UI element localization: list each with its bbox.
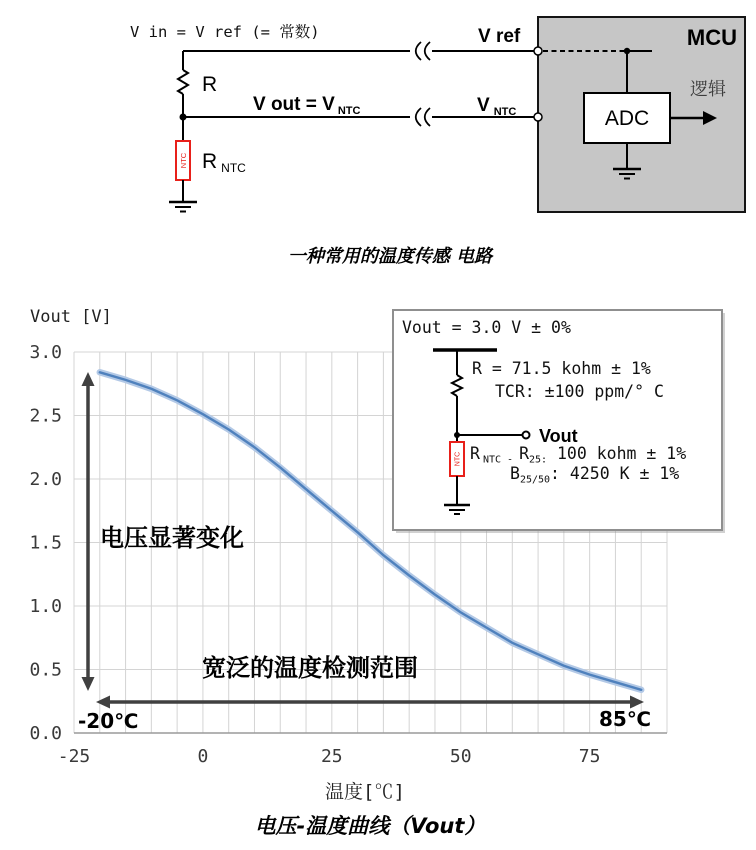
- y-axis-title: Vout [V]: [30, 307, 112, 327]
- inset-panel: [393, 310, 722, 530]
- vout-equation-main: V out = V: [253, 94, 335, 115]
- b-spec-rest: : 4250 K ± 1%: [550, 464, 680, 483]
- x-tick-label: 0: [197, 746, 209, 767]
- x-tick-label: 75: [578, 746, 601, 767]
- terminal-circle: [534, 113, 542, 121]
- inset-tcr-spec: TCR: ±100 ppm/° C: [495, 382, 664, 401]
- x-tick-label: 25: [320, 746, 343, 767]
- ntc-box-text: NTC: [179, 152, 188, 169]
- wire-break-icon: [410, 108, 432, 126]
- vout-temperature-chart: [29, 307, 725, 838]
- chart-caption: 电压-温度曲线（Vout）: [254, 814, 486, 838]
- mcu-label: MCU: [686, 25, 737, 50]
- rntc-spec-p1: R: [470, 444, 480, 463]
- y-tick-label: 2.0: [29, 469, 62, 490]
- y-tick-label: 0.5: [29, 659, 62, 681]
- circuit-caption: 一种常用的温度传感 电路: [287, 246, 493, 267]
- range-max-label: 85℃: [598, 707, 651, 731]
- inset-conditions-box: [393, 310, 725, 533]
- horizontal-range-arrow-icon: [96, 696, 644, 709]
- y-tick-label: 1.0: [29, 596, 62, 617]
- ntc-box-text: NTC: [454, 451, 462, 467]
- inset-r-spec: R = 71.5 kohm ± 1%: [472, 359, 651, 378]
- x-tick-label: -25: [57, 746, 91, 767]
- rntc-spec-s1: NTC -: [482, 454, 520, 466]
- x-axis-title: 温度[℃]: [325, 781, 405, 803]
- adc-label: ADC: [604, 107, 650, 130]
- logic-label: 逻辑: [690, 79, 726, 99]
- vntc-pin-label: [477, 95, 516, 118]
- vref-pin-label: V ref: [478, 26, 521, 47]
- x-tick-label: 50: [449, 746, 472, 767]
- vntc-pin-main: V: [477, 95, 490, 116]
- rntc-spec-s2: 25:: [529, 454, 548, 466]
- inset-vout-tap-label: Vout: [539, 426, 578, 446]
- rntc-spec-rest: 100 kohm ± 1%: [547, 444, 687, 463]
- temp-range-annotation: 宽泛的温度检测范围: [202, 654, 418, 682]
- inset-vout-spec: Vout = 3.0 V ± 0%: [402, 318, 571, 337]
- vin-equation-label: V in = V ref (= 常数): [130, 23, 320, 41]
- rntc-label: [202, 150, 246, 175]
- wire-break-icon: [410, 42, 432, 60]
- terminal-circle: [523, 432, 530, 439]
- ground-icon: [169, 202, 197, 212]
- rntc-label-sub: NTC: [221, 161, 246, 175]
- junction-dot: [180, 114, 187, 121]
- rntc-label-main: R: [202, 150, 218, 173]
- vntc-pin-sub: NTC: [493, 106, 517, 118]
- terminal-circle: [534, 47, 542, 55]
- vout-equation-label: [253, 94, 360, 117]
- range-min-label: -20℃: [78, 709, 139, 733]
- y-tick-label: 2.5: [29, 405, 62, 427]
- resistor-r-label: R: [202, 73, 218, 96]
- y-tick-label: 1.5: [29, 532, 62, 554]
- temperature-sensing-circuit-diagram: [130, 17, 745, 267]
- y-tick-label: 3.0: [29, 342, 62, 363]
- rntc-spec-p2: R: [519, 444, 529, 463]
- voltage-change-annotation: 电压显著变化: [100, 524, 244, 552]
- vout-equation-sub: NTC: [337, 105, 361, 117]
- vertical-range-arrow-icon: [82, 372, 95, 691]
- b-spec-p1: B: [510, 464, 520, 483]
- b-spec-s1: 25/50: [519, 474, 551, 486]
- y-tick-label: 0.0: [29, 723, 62, 744]
- resistor-icon: [178, 70, 188, 94]
